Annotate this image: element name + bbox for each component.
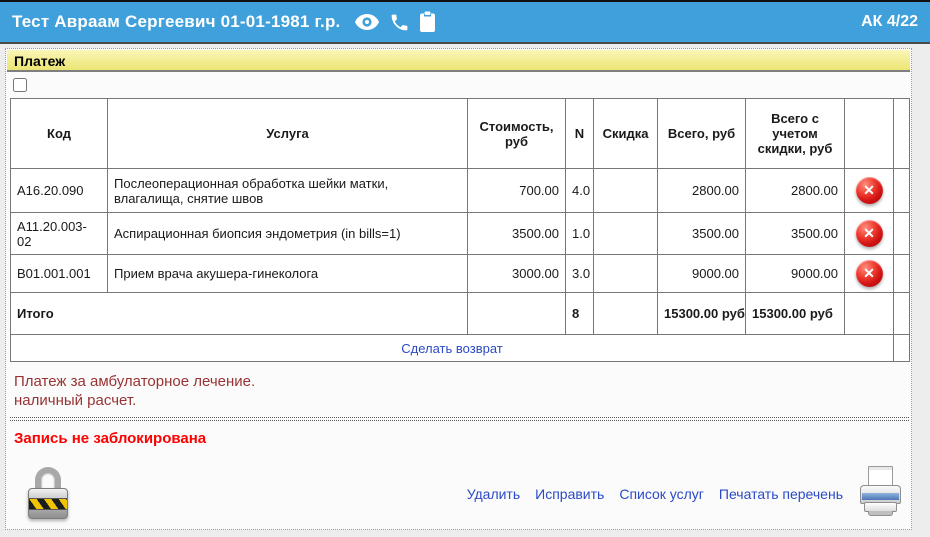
service-discount [594,213,658,255]
col-header-discount: Скидка [594,99,658,169]
service-discount [594,255,658,293]
table-row [11,213,910,255]
delete-x-icon: ✕ [863,225,875,241]
payment-panel [5,48,912,530]
col-header-total-with-discount: Всего с учетом скидки, руб [746,99,845,169]
delete-service-button[interactable] [856,220,883,247]
table-row [11,255,910,293]
service-code: А16.20.090 [11,169,108,213]
col-header-code: Код [11,99,108,169]
bottom-action-bar [28,465,902,522]
patient-name: Тест Авраам Сергеевич 01-01-1981 г.р. [12,12,341,31]
spacer-cell [894,213,910,255]
service-total: 3500.00 [658,213,746,255]
delete-x-icon: ✕ [863,182,875,198]
service-total: 2800.00 [658,169,746,213]
lock-icon [28,467,68,521]
service-price: 3000.00 [468,255,566,293]
delete-cell [845,213,894,255]
header-icons [354,11,436,33]
payment-message-line1: Платеж за амбулаторное лечение. [14,373,256,390]
service-total-discount: 9000.00 [746,255,845,293]
spacer-cell [894,293,910,335]
delete-service-button[interactable] [856,177,883,204]
table-row [11,169,910,213]
totals-discount [594,293,658,335]
lock-body [28,488,68,519]
patient-header-bar [0,0,930,44]
totals-total-discount: 15300.00 руб [746,293,845,335]
totals-label: Итого [11,293,468,335]
col-header-total: Всего, руб [658,99,746,169]
service-price: 3500.00 [468,213,566,255]
service-code: А11.20.003-02 [11,213,108,255]
service-list-link[interactable]: Список услуг [619,485,704,502]
lock-hazard-stripes [29,498,67,510]
edit-link[interactable]: Исправить [535,485,605,502]
panel-title: Платеж [7,50,910,72]
spacer-cell [894,169,910,213]
printer-blue-band [862,493,899,500]
eye-icon[interactable] [354,13,380,31]
service-qty: 1.0 [566,213,594,255]
col-header-delete [845,99,894,169]
payment-select-checkbox[interactable] [13,78,27,92]
col-header-spacer [894,99,910,169]
service-total: 9000.00 [658,255,746,293]
service-name: Послеоперационная обработка шейки матки, влагалища, снятие швов [108,169,468,213]
refund-row [11,335,910,362]
clipboard-icon[interactable] [419,11,436,33]
service-name: Аспирационная биопсия эндометрия (in bills=1) [108,213,468,255]
service-total-discount: 3500.00 [746,213,845,255]
totals-total: 15300.00 руб [658,293,746,335]
totals-qty: 8 [566,293,594,335]
service-total-discount: 2800.00 [746,169,845,213]
col-header-n: N [566,99,594,169]
service-discount [594,169,658,213]
refund-cell [11,335,894,362]
service-code: В01.001.001 [11,255,108,293]
phone-icon[interactable] [389,12,410,33]
col-header-price: Стоимость, руб [468,99,566,169]
service-price: 700.00 [468,169,566,213]
service-qty: 3.0 [566,255,594,293]
table-header-row [11,99,910,169]
totals-row [11,293,910,335]
delete-service-button[interactable] [856,260,883,287]
delete-link[interactable]: Удалить [466,485,521,502]
visit-badge: АК 4/22 [861,13,918,30]
checkbox-row [13,78,911,94]
col-header-service: Услуга [108,99,468,169]
printer-base [868,511,893,516]
totals-price [468,293,566,335]
record-lock-status: Запись не заблокирована [14,430,207,447]
payment-messages [14,372,911,410]
printer-icon[interactable] [860,465,902,522]
action-links [467,486,843,502]
lock-shackle [35,467,61,491]
service-qty: 4.0 [566,169,594,213]
service-name: Прием врача акушера-гинеколога [108,255,468,293]
delete-cell [845,255,894,293]
spacer-cell [894,335,910,362]
dotted-separator [10,417,909,421]
refund-link[interactable]: Сделать возврат [401,340,503,356]
delete-x-icon: ✕ [863,265,875,281]
print-list-link[interactable]: Печатать перечень [718,485,843,502]
services-table [10,98,910,362]
payment-message-line2: наличный расчет. [14,392,137,409]
delete-cell [845,169,894,213]
spacer-cell [894,255,910,293]
totals-delete-cell [845,293,894,335]
